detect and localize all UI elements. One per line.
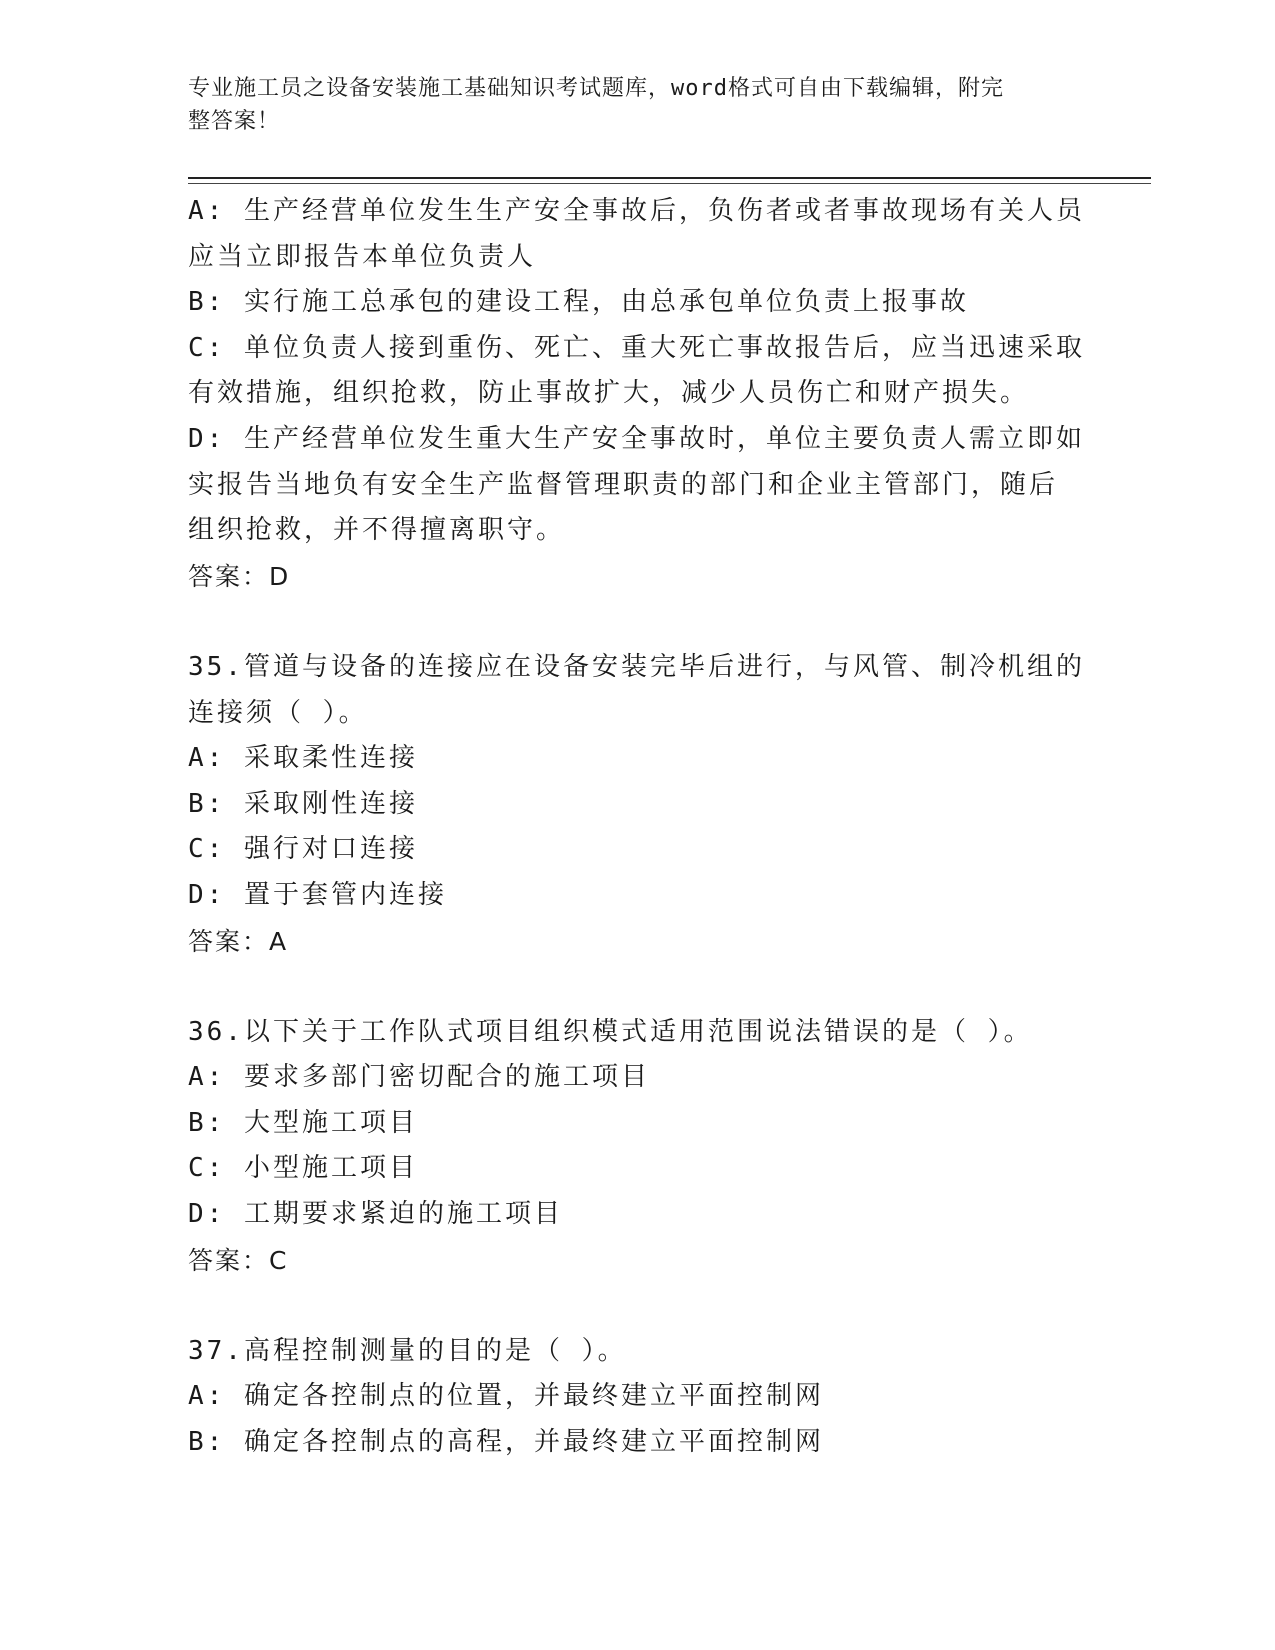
spacer: [188, 1283, 1088, 1329]
option-b: B: 大型施工项目: [188, 1107, 418, 1138]
header-line: 整答案！: [188, 109, 281, 134]
question-stem-line: 连接须（ ）。: [188, 697, 368, 728]
option-d-line: D: 生产经营单位发生重大生产安全事故时，单位主要负责人需立即如: [188, 423, 1085, 454]
question-34-continued: [188, 189, 1088, 599]
question-35: [188, 645, 1088, 964]
option-a-line: A: 生产经营单位发生生产安全事故后，负伤者或者事故现场有关人员: [188, 196, 1085, 226]
option-a-line: 应当立即报告本单位负责人: [188, 241, 537, 272]
answer-label: 答案：C: [188, 1245, 289, 1275]
option-d-line: 实报告当地负有安全生产监督管理职责的部门和企业主管部门，随后: [188, 469, 1059, 500]
option-c-line: C: 单位负责人接到重伤、死亡、重大死亡事故报告后，应当迅速采取: [188, 332, 1085, 363]
answer-label: 答案：D: [188, 561, 291, 591]
option-d-line: 组织抢救，并不得擅离职守。: [188, 515, 566, 546]
option-b: B: 采取刚性连接: [188, 788, 418, 819]
option-a: A: 确定各控制点的位置，并最终建立平面控制网: [188, 1381, 824, 1412]
document-header: [188, 72, 1068, 138]
header-divider-thick: [188, 177, 1151, 179]
option-a: A: 采取柔性连接: [188, 743, 418, 774]
option-c: C: 小型施工项目: [188, 1153, 418, 1184]
question-stem-line: 37.高程控制测量的目的是（ ）。: [188, 1335, 627, 1366]
option-c: C: 强行对口连接: [188, 834, 418, 865]
document-body: [188, 189, 1088, 1466]
option-a: A: 要求多部门密切配合的施工项目: [188, 1062, 650, 1093]
question-stem-line: 35.管道与设备的连接应在设备安装完毕后进行，与风管、制冷机组的: [188, 651, 1085, 682]
spacer: [188, 964, 1088, 1010]
question-36: [188, 1010, 1088, 1284]
question-37: [188, 1329, 1088, 1466]
spacer: [188, 599, 1088, 645]
question-stem-line: 36.以下关于工作队式项目组织模式适用范围说法错误的是（ ）。: [188, 1016, 1033, 1047]
option-d: D: 置于套管内连接: [188, 879, 447, 910]
option-c-line: 有效措施，组织抢救，防止事故扩大，减少人员伤亡和财产损失。: [188, 378, 1030, 409]
answer-label: 答案：A: [188, 926, 289, 956]
header-divider-thin: [188, 183, 1151, 184]
option-b-line: B: 实行施工总承包的建设工程，由总承包单位负责上报事故: [188, 287, 969, 318]
option-b: B: 确定各控制点的高程，并最终建立平面控制网: [188, 1427, 824, 1458]
option-d: D: 工期要求紧迫的施工项目: [188, 1199, 563, 1230]
header-line: 专业施工员之设备安装施工基础知识考试题库，word格式可自由下载编辑，附完: [188, 76, 1004, 101]
